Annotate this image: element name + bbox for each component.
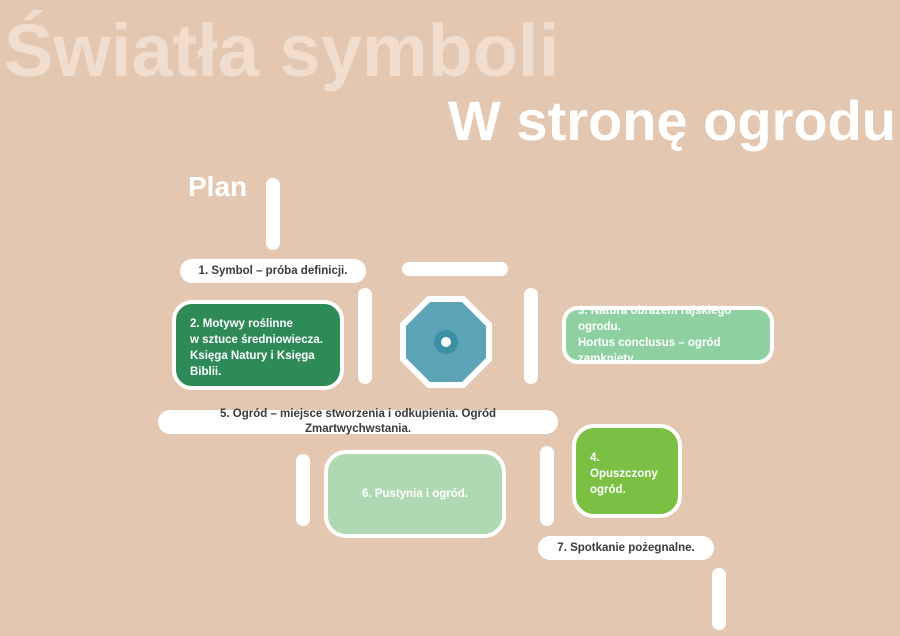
page-title-sub: W stronę ogrodu	[448, 89, 896, 152]
diagram-node-2-line-3: Księga Natury i Księga	[190, 350, 315, 362]
diagram-node-3[interactable]	[562, 306, 774, 364]
diagram-node-4-line-2: ogród.	[590, 484, 626, 496]
diagram-node-5[interactable]	[158, 410, 558, 434]
page-title-main: Światła symboli	[4, 9, 560, 92]
circle-dot-center-icon	[441, 337, 451, 347]
diagram-node-5-label: 5. Ogród – miejsce stworzenia i odkupienia. Ogród Zmartwychwstania.	[219, 408, 497, 435]
connector-bar-vertical-4	[296, 454, 310, 526]
diagram-node-3-line-2: Hortus conclusus – ogród zamknięty.	[578, 337, 721, 365]
diagram-node-7[interactable]	[538, 536, 714, 560]
connector-bar-vertical-6	[712, 568, 726, 630]
diagram-node-2-line-2: w sztuce średniowiecza.	[190, 334, 323, 346]
plan-label: Plan	[188, 171, 248, 202]
diagram-node-7-label: 7. Spotkanie pożegnalne.	[557, 541, 695, 554]
diagram-node-2[interactable]	[172, 300, 344, 390]
connector-bar-vertical-1	[266, 178, 280, 250]
diagram-node-1-label: 1. Symbol – próba definicji.	[198, 264, 348, 277]
diagram-node-4-line-1: 4. Opuszczony	[590, 452, 658, 480]
diagram-hub-octagon[interactable]	[400, 296, 492, 388]
diagram-node-6[interactable]	[324, 450, 506, 538]
connector-bar-vertical-2	[358, 288, 372, 384]
connector-bar-vertical-5	[540, 446, 554, 526]
diagram-node-4[interactable]	[572, 424, 682, 518]
connector-bar-horizontal-1	[402, 262, 508, 276]
diagram-node-6-label: 6. Pustynia i ogród.	[361, 488, 469, 500]
diagram-node-2-line-1: 2. Motywy roślinne	[190, 318, 293, 330]
connector-bar-vertical-3	[524, 288, 538, 384]
diagram-node-3-line-1: 3. Natura obrazem rajskiego ogrodu.	[578, 305, 732, 333]
diagram-node-1[interactable]	[180, 259, 366, 283]
diagram-node-2-line-4: Biblii.	[190, 366, 222, 378]
